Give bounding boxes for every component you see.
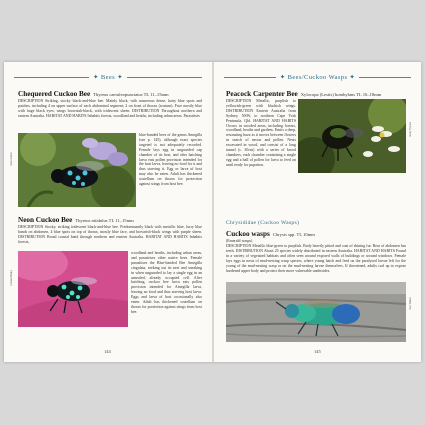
entry-description: DESCRIPTION Metallic blue-green to purplish. Body heavily pitted and coat of shining fur. Rear of abdomen has teeth. DISTRIBUTION About 25 species widely distributed in eastern Australia. HABITAT AND HABITS Found in a variety of vegetated habitats and often seen around exposed walls of buildings or around windows. Female lays eggs in nests of mud-nesting wasp species, where young hatch and feed on the paralysed larvae left for the young of the mud-nesting wasp or on the mud-nesting larvae themselves. If threatened, adults curl up to expose hardened upper body and protect their more vulnerable undersides. bbox=[226, 244, 406, 273]
bee-photo-image bbox=[298, 99, 406, 173]
entry-title bbox=[226, 230, 315, 238]
right-page bbox=[214, 62, 421, 362]
divider bbox=[127, 77, 202, 78]
species-name: Neon Cuckoo Bee bbox=[18, 216, 73, 224]
running-head bbox=[224, 70, 411, 84]
bee-photo-image bbox=[18, 251, 128, 327]
photo-peacock-carpenter-bee bbox=[298, 99, 406, 173]
scientific-name: Thyreus caeruleopunctatus TL 11–15mm bbox=[93, 92, 169, 97]
photo-credit: Jenny Thynne bbox=[409, 122, 412, 137]
bee-photo-image bbox=[18, 133, 136, 207]
entry-description: DESCRIPTION Metallic, purplish to yellowish-green with blackish wings. DISTRIBUTION Eastern Australia from Sydney, NSW, to northern Cape York Peninsula, Qld. HABITAT AND HABITS Occurs in wooded areas, including forests, woodland, heaths and gardens. Emits a deep, resonating buzz as it moves between flowers in search of nectar and pollen. Nests excavated in wood, and consist of a long tunnel (c. 30cm) with a series of brood chambers, each chamber containing a single egg and a ball of pollen for larva to feed on until ready for pupation. bbox=[226, 99, 296, 167]
book-spread bbox=[4, 62, 421, 362]
section-heading: Chrysididae (Cuckoo Wasps) bbox=[226, 220, 300, 226]
divider bbox=[359, 77, 411, 78]
left-page bbox=[4, 62, 212, 362]
photo-credit: Graham Bailey bbox=[10, 270, 13, 286]
photo-cuckoo-wasp bbox=[226, 282, 406, 342]
divider bbox=[224, 77, 276, 78]
running-head-title: ✦ Bees ✦ bbox=[93, 74, 123, 81]
running-head bbox=[14, 70, 202, 84]
entry-description: DESCRIPTION Stocky, striking iridescent black-and-blue bee. Predominantly black with metallic blue, furry blue bands on abdomen, 4 blue spots on top of thorax, mostly blue face, and brownish-black wings with purple sheen. DISTRIBUTION Broad coastal band through northern and eastern Australia. HABITAT AND HABITS Inhabits forests, bbox=[18, 225, 202, 244]
photo-chequered-cuckoo-bee bbox=[18, 133, 136, 207]
page-number: 144 bbox=[104, 349, 111, 354]
entry-description: DESCRIPTION Striking, stocky black-and-blue bee. Mainly black, with numerous dense, hairy blue spots and patches, including 4 on upper surface of each abdominal segment; 2 on front of thorax (scutum). Face mostly blue with large black eyes; wings brownish-black, with iridescent sheen. DISTRIBUTION Throughout northern and eastern Australia. HABITAT AND HABITS Inhabits forests, woodland and heaths, including urban areas. Parasitises bbox=[18, 99, 202, 118]
photo-neon-cuckoo-bee bbox=[18, 251, 128, 327]
species-name: Peacock Carpenter Bee bbox=[226, 90, 298, 98]
photo-credit: Glenn Tasker bbox=[10, 152, 13, 166]
page-number: 145 bbox=[314, 349, 321, 354]
entry-description-cont: blue-banded bees of the genus Amegilla (see p. 145), although exact species targeted is not adequately recorded. Female lays egg in unguarded cap chamber of its host, and after hatching larva eats pollen provision intended for the host larva, leaving no food for it and thus starving it. Egg or larva of host may also be eaten. Adult has thickened scutellum on thorax for protection against stings from host bee. bbox=[139, 133, 202, 187]
entry-description-cont: woodland and heaths, including urban areas, and parasitises other native bees. Female parasitises the Blue-banded Bee Amegilla cingulata, seeking out its nest and sneaking in when unguarded to lay a single egg in an unsealed, already occupied cell. After hatching, cuckoo bee larva eats pollen provision intended for Amegilla larva, leaving no food and thus starving host larva. Eggs and larva of host occasionally also eaten. Adult has thickened scutellum on thorax for protection against stings from host bee. bbox=[131, 251, 202, 314]
entry-title bbox=[226, 90, 381, 98]
alt-name: (Emerald wasps) bbox=[226, 239, 253, 243]
scientific-name: Thyreus nitidulus TL 11–15mm bbox=[75, 218, 134, 223]
species-name: Chequered Cuckoo Bee bbox=[18, 90, 91, 98]
entry-title bbox=[18, 216, 134, 224]
species-name: Cuckoo wasps bbox=[226, 230, 270, 238]
divider bbox=[14, 77, 89, 78]
photo-credit: Ken Walker bbox=[409, 297, 412, 310]
scientific-name: Chrysis spp. TL 10mm bbox=[272, 232, 315, 237]
entry-title bbox=[18, 90, 169, 98]
wasp-photo-image bbox=[226, 282, 406, 342]
scientific-name: Xylocopa (Lestis) bombylans TL 16–18mm bbox=[300, 92, 382, 97]
running-head-title: ✦ Bees/Cuckoo Wasps ✦ bbox=[279, 74, 356, 81]
